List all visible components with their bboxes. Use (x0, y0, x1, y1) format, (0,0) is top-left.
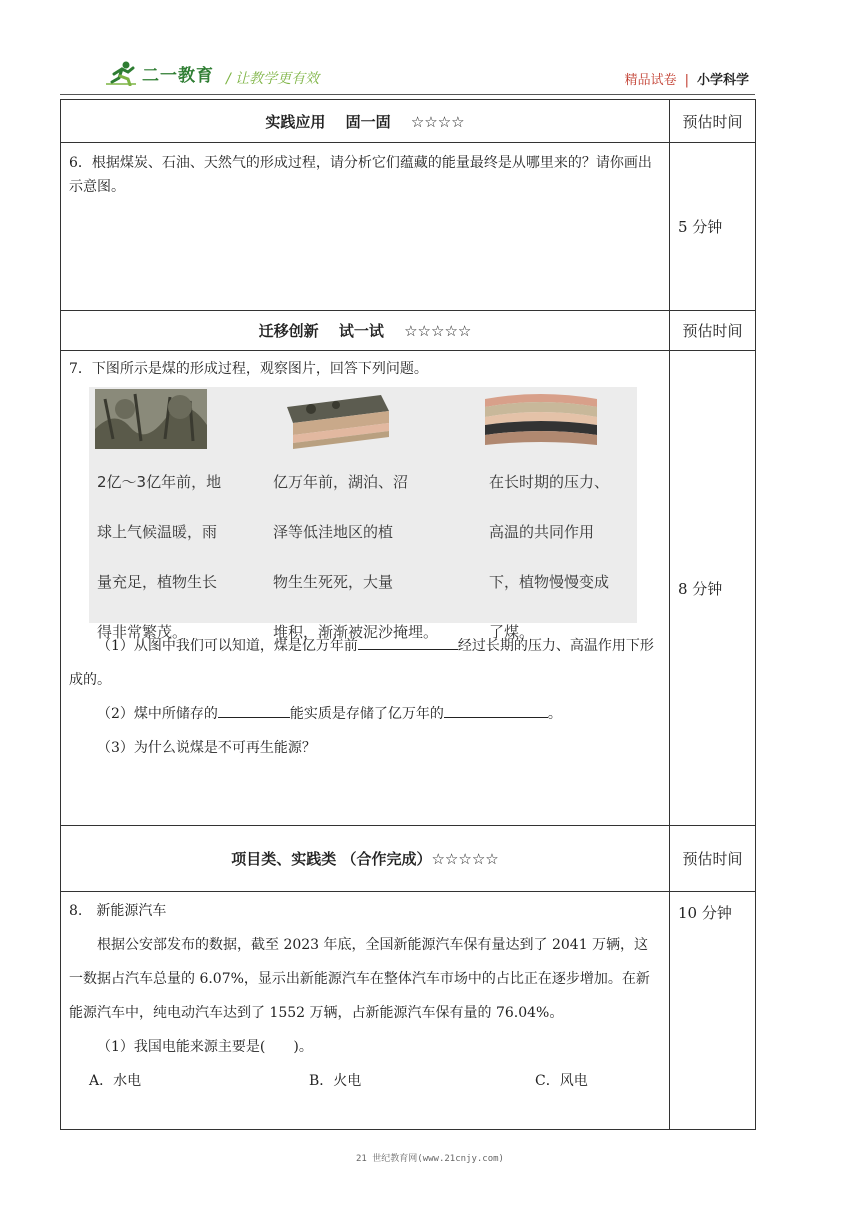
caption-line: 高温的共同作用 (489, 523, 595, 541)
buried-plants-image (281, 389, 393, 449)
caption-line: 亿万年前，湖泊、沼 (273, 473, 409, 491)
section-title: 实践应用 固一固 ☆☆☆☆ (61, 100, 670, 143)
question-7-intro: 7．下图所示是煤的形成过程，观察图片，回答下列问题。 (69, 361, 428, 377)
time-column-header: 预估时间 (670, 311, 756, 351)
caption-line: 堆积，渐渐被泥沙掩埋。 (273, 623, 439, 641)
question-6-time: 5 分钟 (670, 143, 756, 311)
caption-stage-1 (97, 457, 221, 657)
runner-logo-icon (106, 60, 140, 86)
time-column-header: 预估时间 (670, 100, 756, 143)
exercise-table (60, 99, 756, 1130)
option-b[interactable]: B．火电 (309, 1073, 362, 1089)
question-7-cell (61, 351, 670, 826)
answer-blank[interactable] (218, 703, 290, 718)
caption-stage-2 (273, 457, 438, 657)
page-header (60, 58, 755, 94)
section-title: 项目类、实践类 （合作完成）☆☆☆☆☆ (61, 826, 670, 892)
caption-line: 了煤。 (489, 623, 535, 641)
caption-line: 球上气候温暖，雨 (97, 523, 218, 541)
caption-line: 泽等低洼地区的植 (273, 523, 394, 541)
question-row (61, 892, 756, 1130)
subquestion-3: （3）为什么说煤是不可再生能源？ (97, 740, 316, 756)
time-column-header: 预估时间 (670, 826, 756, 892)
option-a[interactable]: A．水电 (89, 1073, 142, 1089)
question-8-title: 8. 新能源汽车 (69, 903, 167, 919)
question-8-time: 10 分钟 (670, 892, 756, 1130)
question-8-body (61, 892, 669, 1098)
coal-formation-figure (89, 387, 637, 641)
question-7-time: 8 分钟 (670, 351, 756, 826)
section-title: 迁移创新 试一试 ☆☆☆☆☆ (61, 311, 670, 351)
ancient-forest-image (95, 389, 207, 449)
section-header-row (61, 826, 756, 892)
question-8-cell (61, 892, 670, 1130)
logo (106, 60, 214, 86)
question-8-paragraph: 根据公安部发布的数据，截至 2023 年底，全国新能源汽车保有量达到了 2041 万辆，这一数据占汽车总量的 6.07%，显示出新能源汽车在整体汽车市场中的占比正在逐步增加。在新能源汽车中，纯电动汽车达到了 1552 万辆，占新能源汽车保有量的 76.04%。 (69, 937, 650, 1021)
question-8-subquestion-1: （1）我国电能来源主要是( )。 (97, 1039, 313, 1055)
caption-line: 量充足，植物生长 (97, 573, 218, 591)
section-header-row (61, 100, 756, 143)
caption-line: 得非常繁茂。 (97, 623, 188, 641)
page-footer: 21 世纪教育网(www.21cnjy.com) (356, 1154, 504, 1164)
answer-blank[interactable] (444, 703, 548, 718)
subquestion-2: （2）煤中所储存的 能实质是存储了亿万年的 。 (69, 697, 659, 731)
question-row (61, 143, 756, 311)
caption-line: 下，植物慢慢变成 (489, 573, 610, 591)
caption-line: 在长时期的压力、 (489, 473, 610, 491)
logo-text: 二一教育 (142, 65, 214, 86)
subquestion-1: （1）从图中我们可以知道，煤是亿万年前 经过长期的压力、高温作用下形成的。 (69, 629, 659, 697)
slogan: / 让教学更有效 (226, 71, 320, 87)
tag-subject: 小学科学 (696, 73, 749, 88)
caption-stage-3 (489, 457, 609, 657)
option-c[interactable]: C．风电 (535, 1073, 588, 1089)
header-tags (625, 69, 749, 88)
tag-quality-paper: 精品试卷 (624, 73, 677, 88)
header-divider (60, 94, 755, 95)
question-6-text: 6．根据煤炭、石油、天然气的形成过程，请分析它们蕴藏的能量最终是从哪里来的？请你画出示意图。 (69, 155, 652, 195)
question-6-cell (61, 143, 670, 311)
coal-layers-image (485, 389, 597, 449)
caption-line: 物生生死死，大量 (273, 573, 394, 591)
answer-options (69, 1064, 659, 1098)
caption-line: 2亿～3亿年前，地 (97, 473, 222, 491)
section-header-row (61, 311, 756, 351)
header-separator: | (684, 73, 689, 88)
question-row (61, 351, 756, 826)
